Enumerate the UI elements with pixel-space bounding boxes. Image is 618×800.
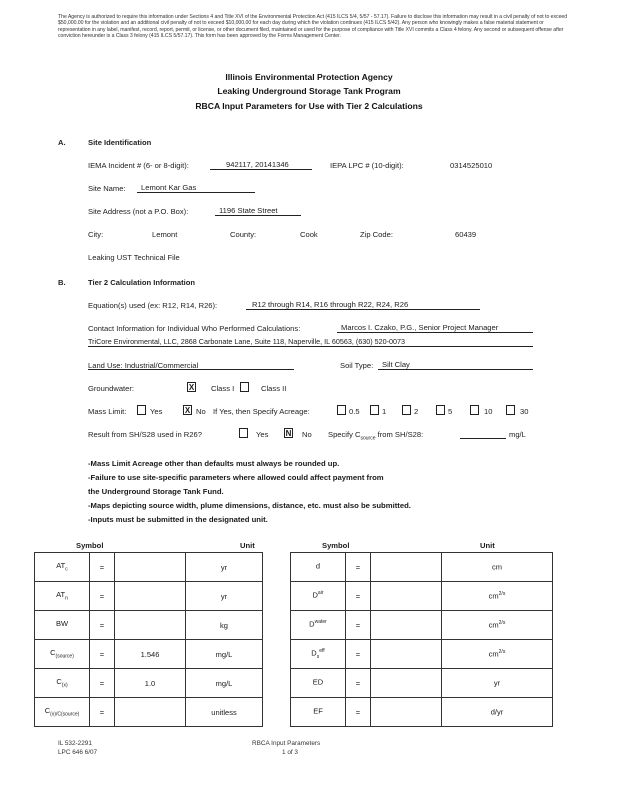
symbol-sup: water	[314, 619, 327, 625]
site-name-field[interactable]: Lemont Kar Gas	[137, 183, 255, 193]
param-symbol	[35, 582, 90, 611]
table-row	[35, 640, 263, 669]
county-label: County:	[230, 230, 257, 239]
param-value[interactable]	[371, 669, 442, 698]
param-unit	[442, 698, 553, 727]
param-equals: =	[346, 640, 371, 669]
param-symbol	[35, 611, 90, 640]
param-equals: =	[90, 698, 115, 727]
county-field[interactable]: Cook	[300, 230, 318, 239]
acreage-5-checkbox[interactable]	[436, 405, 445, 415]
param-value[interactable]	[371, 553, 442, 582]
param-value[interactable]: 1.546	[115, 640, 186, 669]
symbol-text: d	[315, 561, 321, 571]
left-parameter-table	[34, 552, 263, 727]
right-symbol-header: Symbol	[322, 541, 350, 550]
acreage-30-label: 30	[520, 407, 529, 416]
param-symbol	[35, 640, 90, 669]
note-2: -Failure to use site-specific parameters where allowed could affect payment from	[88, 473, 384, 482]
table-row	[291, 582, 553, 611]
class2-label: Class II	[261, 384, 287, 393]
section-a-letter: A.	[58, 138, 66, 147]
result-yes-label: Yes	[256, 430, 269, 439]
param-equals: =	[346, 582, 371, 611]
unit-text: cm	[488, 591, 499, 601]
table-row	[291, 669, 553, 698]
symbol-text: D	[311, 648, 317, 658]
mass-limit-no-label: No	[196, 407, 206, 416]
symbol-sup: air	[317, 590, 324, 596]
param-value[interactable]	[115, 611, 186, 640]
acreage-2-label: 2	[414, 407, 419, 416]
acreage-10-label: 10	[484, 407, 493, 416]
class2-checkbox[interactable]	[240, 382, 249, 392]
note-5: -Inputs must be submitted in the designated unit.	[88, 515, 268, 524]
result-label: Result from SH/S28 used in R26?	[88, 430, 202, 439]
table-row	[291, 640, 553, 669]
param-unit: kg	[186, 611, 263, 640]
equations-field[interactable]: R12 through R14, R16 through R22, R24, R26	[246, 300, 480, 310]
specify-label-text2: from SH/S28:	[375, 430, 424, 439]
land-use-label: Land Use: Industrial/Commercial	[88, 361, 199, 370]
symbol-sup: eff	[319, 648, 325, 654]
acreage-10-checkbox[interactable]	[470, 405, 479, 415]
param-symbol	[291, 669, 346, 698]
left-symbol-header: Symbol	[76, 541, 104, 550]
param-unit: yr	[186, 553, 263, 582]
acreage-label: If Yes, then Specify Acreage:	[213, 407, 310, 416]
param-value[interactable]	[115, 698, 186, 727]
table-row	[35, 553, 263, 582]
specify-label-text: Specify C	[328, 430, 361, 439]
param-symbol	[291, 640, 346, 669]
unit-text: cm	[488, 620, 499, 630]
result-no-label: No	[302, 430, 312, 439]
contact-label: Contact Information for Individual Who Performed Calculations:	[88, 324, 301, 333]
unit-sup: 2/s	[498, 649, 506, 656]
unit-sup: 2/s	[498, 620, 506, 627]
disclosure-notice: The Agency is authorized to require this information under Sections 4 and Title XVI of the Environmental Protection Act (415 ILCS 5/4, 5/57 - 57.17). Failure to disclose this information may result in a civil penalty of not to exceed $50,000.00 for the violation and an additional civil penalty of not to exceed $10,000.00 for each day during which the violation continues (415 ILCS 5/42). Any person who knowingly makes a false material statement or representation in any label, manifest, record, report, permit, or license, or other document filed, maintained or used for the purpose of compliance with Title XVI commits a Class 4 felony. Any second or subsequent offense after conviction hereunder is a Class 3 felony (415 ILCS 5/57.17). This form has been approved by the Forms Management Center.	[58, 14, 568, 40]
right-parameter-table	[290, 552, 553, 727]
specify-field[interactable]	[460, 438, 506, 439]
symbol-text: C	[50, 648, 56, 658]
param-equals: =	[346, 553, 371, 582]
lpc-label: IEPA LPC # (10-digit):	[330, 161, 404, 170]
result-no-checkbox[interactable]: N	[285, 429, 292, 438]
address-label: Site Address (not a P.O. Box):	[88, 207, 189, 216]
param-equals: =	[90, 611, 115, 640]
param-unit: mg/L	[186, 669, 263, 698]
note-1: -Mass Limit Acreage other than defaults must always be rounded up.	[88, 459, 340, 468]
param-equals: =	[346, 698, 371, 727]
soil-type-field[interactable]: Silt Clay	[378, 360, 533, 370]
class1-checkbox[interactable]: X	[188, 383, 195, 392]
unit-text: cm	[492, 562, 502, 572]
symbol-sub: s	[316, 654, 320, 660]
symbol-text: C	[44, 706, 51, 716]
symbol-text: ED	[312, 677, 324, 687]
mass-limit-no-checkbox[interactable]: X	[184, 406, 191, 415]
incident-label: IEMA Incident # (6- or 8-digit):	[88, 161, 189, 170]
zip-field[interactable]: 60439	[455, 230, 477, 239]
table-row	[291, 611, 553, 640]
unit-sup: 2/s	[498, 591, 506, 598]
technical-file-label: Leaking UST Technical File	[88, 253, 180, 262]
lpc-form-number: LPC 646 6/07	[58, 749, 98, 756]
symbol-text: AT	[56, 590, 66, 600]
form-number: IL 532-2291	[58, 740, 92, 747]
table-row	[35, 611, 263, 640]
mass-limit-label: Mass Limit:	[88, 407, 127, 416]
param-unit	[442, 669, 553, 698]
param-unit: unitless	[186, 698, 263, 727]
param-symbol	[291, 698, 346, 727]
incident-field[interactable]: 942117, 20141346	[210, 160, 312, 170]
unit-text: cm	[488, 649, 499, 659]
note-4: -Maps depicting source width, plume dimensions, distance, etc. must also be submitted.	[88, 501, 411, 510]
param-symbol	[35, 553, 90, 582]
contact-line2-field[interactable]: TriCore Environmental, LLC, 2868 Carbonate Lane, Suite 118, Naperville, IL 60563, (630) 520-0073	[88, 337, 533, 347]
param-symbol	[35, 669, 90, 698]
param-equals: =	[90, 640, 115, 669]
footer-title: RBCA Input Parameters	[252, 740, 321, 747]
param-unit	[442, 611, 553, 640]
section-b-letter: B.	[58, 278, 66, 287]
param-equals: =	[90, 669, 115, 698]
acreage-0-5-label: 0.5	[349, 407, 360, 416]
note-3: the Underground Storage Tank Fund.	[88, 487, 224, 496]
param-equals: =	[90, 553, 115, 582]
result-yes-checkbox[interactable]	[239, 428, 248, 438]
param-value[interactable]	[115, 553, 186, 582]
acreage-30-checkbox[interactable]	[506, 405, 515, 415]
specify-label	[328, 430, 423, 442]
param-value[interactable]	[371, 698, 442, 727]
city-field[interactable]: Lemont	[152, 230, 178, 239]
left-unit-header: Unit	[240, 541, 255, 550]
symbol-text: AT	[56, 561, 66, 571]
param-value[interactable]: 1.0	[115, 669, 186, 698]
city-label: City:	[88, 230, 104, 239]
symbol-text: D	[309, 619, 315, 629]
soil-type-label: Soil Type:	[340, 361, 374, 370]
acreage-2-checkbox[interactable]	[402, 405, 411, 415]
symbol-text: BW	[55, 619, 69, 629]
agency-title: Illinois Environmental Protection Agency	[225, 72, 393, 82]
table-row	[291, 698, 553, 727]
table-row	[35, 582, 263, 611]
equations-label: Equation(s) used (ex: R12, R14, R26):	[88, 301, 218, 310]
specify-unit: mg/L	[509, 430, 526, 439]
lpc-field[interactable]: 0314525010	[450, 161, 493, 170]
symbol-sub: (x)/C(source)	[50, 711, 80, 718]
symbol-sub: (source)	[55, 653, 74, 660]
land-use-underline	[88, 369, 294, 370]
right-unit-header: Unit	[480, 541, 495, 550]
param-symbol	[35, 698, 90, 727]
param-equals: =	[90, 582, 115, 611]
symbol-sub: n	[65, 595, 68, 602]
param-symbol	[291, 611, 346, 640]
param-unit: yr	[186, 582, 263, 611]
acreage-1-checkbox[interactable]	[370, 405, 379, 415]
site-name-label: Site Name:	[88, 184, 126, 193]
groundwater-label: Groundwater:	[88, 384, 135, 393]
page-number: 1 of 3	[282, 749, 298, 756]
param-unit	[442, 582, 553, 611]
symbol-text: EF	[313, 706, 323, 716]
symbol-text: D	[312, 590, 318, 600]
specify-label-sub: source	[360, 435, 376, 442]
param-value[interactable]	[371, 611, 442, 640]
address-field[interactable]: 1196 State Street	[215, 206, 301, 216]
param-equals: =	[346, 669, 371, 698]
acreage-1-label: 1	[382, 407, 387, 416]
param-value[interactable]	[115, 582, 186, 611]
symbol-sub: (x)	[61, 682, 68, 689]
zip-label: Zip Code:	[360, 230, 393, 239]
section-a-heading: Site Identification	[88, 138, 152, 147]
table-row	[291, 553, 553, 582]
param-unit	[442, 640, 553, 669]
table-row	[35, 698, 263, 727]
unit-text: d/yr	[490, 707, 504, 717]
acreage-0-5-checkbox[interactable]	[337, 405, 346, 415]
acreage-5-label: 5	[448, 407, 453, 416]
param-equals: =	[346, 611, 371, 640]
mass-limit-yes-checkbox[interactable]	[137, 405, 146, 415]
class1-label: Class I	[211, 384, 235, 393]
param-symbol	[291, 553, 346, 582]
symbol-sub: c	[65, 566, 68, 573]
form-title: RBCA Input Parameters for Use with Tier 2 Calculations	[195, 101, 423, 111]
section-b-heading: Tier 2 Calculation Information	[88, 278, 196, 287]
param-symbol	[291, 582, 346, 611]
table-row	[35, 669, 263, 698]
param-value[interactable]	[371, 582, 442, 611]
mass-limit-yes-label: Yes	[150, 407, 163, 416]
param-value[interactable]	[371, 640, 442, 669]
program-title: Leaking Underground Storage Tank Program	[217, 86, 401, 96]
contact-line1-field[interactable]: Marcos I. Czako, P.G., Senior Project Manager	[337, 323, 533, 333]
param-unit	[442, 553, 553, 582]
unit-text: yr	[493, 678, 501, 688]
param-unit: mg/L	[186, 640, 263, 669]
symbol-text: C	[56, 677, 62, 687]
